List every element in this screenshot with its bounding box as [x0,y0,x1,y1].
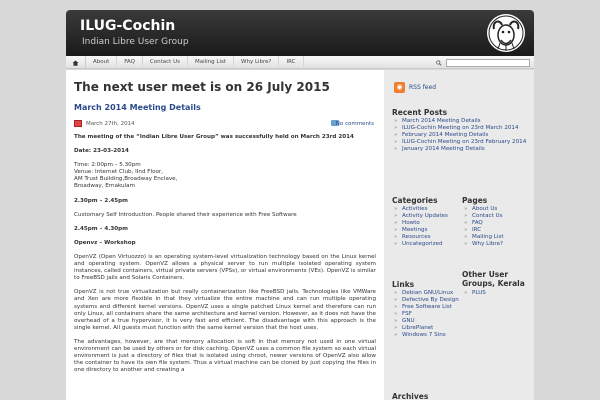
calendar-icon [74,120,82,127]
sidebar [384,70,534,400]
list-item[interactable]: » Free Software List [392,304,462,311]
list-item[interactable]: » ILUG-Cochin Meeting on 23rd February 2014 [392,139,530,146]
rss-label: RSS feed [409,84,436,91]
search-input[interactable] [446,59,530,67]
list-item[interactable]: » Mailing List [462,234,532,241]
site-header [66,10,534,56]
nav-item-mailing-list[interactable]: Mailing List [188,56,234,69]
list-item[interactable]: » FAQ [462,220,532,227]
paragraph-3: The advantages, however, are that memory allocation is soft in that memory not used in one virtual environment can be used by others or for disk caching. OpenVZ uses a common file system so each virtual environment is just a directory of files that is isolated using chroot, newer versions of OpenVZ also allow the container to have its own file system. Thus a virtual machine can be cloned by just copying the files in one directory to another and creating a [74,338,376,374]
other-groups-heading: Other User Groups, Kerala [462,270,525,288]
nav-item-irc[interactable]: IRC [279,56,303,69]
list-item[interactable]: » ILUG-Cochin Meeting on 23rd March 2014 [392,125,530,132]
post-date: March 27th, 2014 [86,121,135,127]
recent-posts-heading: Recent Posts [392,108,448,117]
list-item[interactable]: » Debian GNU/Linux [392,290,462,297]
links-heading: Links [392,280,415,289]
main-navigation [66,56,534,69]
list-item[interactable]: » Activity Updates [392,213,462,220]
nav-item-about[interactable]: About [86,56,117,69]
comments-link[interactable]: No comments [335,121,374,127]
main-content [66,70,384,400]
venue-line-2: AM Trust Building,Broadway Enclave, [74,176,178,183]
list-item[interactable]: » About Us [462,206,532,213]
recent-posts-list [392,118,530,153]
post-title[interactable]: March 2014 Meeting Details [74,103,201,112]
post-date-line: Date: 23-03-2014 [74,148,129,155]
home-icon [72,60,79,66]
site-title[interactable]: ILUG-Cochin [80,18,176,34]
slot-1-heading: 2.30pm – 2.45pm [74,197,128,204]
archives-heading: Archives [392,392,429,400]
search-icon[interactable] [436,60,442,66]
site-description: Indian Libre User Group [82,37,189,47]
post-intro: The meeting of the “Indian Libre User Group” was successfully held on March 23rd 2014 [74,134,354,140]
search-box [436,58,530,67]
post-body [74,134,376,381]
categories-list [392,206,462,248]
list-item[interactable]: » Meetings [392,227,462,234]
links-list [392,290,462,339]
list-item[interactable]: » January 2014 Meeting Details [392,146,530,153]
list-item[interactable]: » LibrePlanet [392,325,462,332]
paragraph-1: OpenVZ (Open Virtuozzo) is an operating system-level virtualization technology based on the Linux kernel and operating system. OpenVZ allows a physical server to run multiple isolated operating system instances, called containers, virtual private servers (VPSs), or virtual environments (VEs). OpenVZ is similar to FreeBSD jails and Solaris Containers. [74,253,376,282]
list-item[interactable]: » Contact Us [462,213,532,220]
list-item[interactable]: » March 2014 Meeting Details [392,118,530,125]
slot-2-heading: 2.45pm – 4.30pm [74,225,128,232]
other-groups-list [462,290,532,297]
time-line: Time: 2:00pm – 5.30pm [74,162,141,169]
list-item[interactable]: » Uncategorized [392,241,462,248]
nav-item-faq[interactable]: FAQ [117,56,143,69]
nav-item-why-libre[interactable]: Why Libre? [234,56,279,69]
slot-1-text: Customary Self Introduction. People shared their experience with Free Software [74,211,297,218]
nav-item-contact[interactable]: Contact Us [143,56,188,69]
list-item[interactable]: » Defective By Design [392,297,462,304]
post-meta [74,120,374,130]
pages-heading: Pages [462,196,488,205]
list-item[interactable]: » Resources [392,234,462,241]
list-item[interactable]: » FSF [392,311,462,318]
paragraph-2: OpenVZ is not true virtualization but really containerization like FreeBSD jails. Technologies like VMWare and Xen are more flexible in that they virtualize the entire machine and can run multiple operating systems and different kernel versions. OpenVZ uses a single patched Linux kernel and therefore can run only Linux, all containers share the same architecture and kernel version. However, as it does not have the overhead of a true hypervisor, it is very fast and efficient. The disadvantage with this approach is the single kernel. All guests must function with the same kernel version that the host uses. [74,289,376,331]
venue-line-3: Broadway, Ernakulam [74,183,136,190]
list-item[interactable]: » IRC [462,227,532,234]
page-title: The next user meet is on 26 July 2015 [74,80,330,94]
topic-heading: Openvz – Workshop [74,239,136,246]
venue-line-1: Venue: Internet Club, IInd Floor, [74,169,163,176]
list-item[interactable]: » February 2014 Meeting Details [392,132,530,139]
rss-feed-link[interactable] [394,82,436,93]
categories-heading: Categories [392,196,438,205]
list-item[interactable]: » Howto [392,220,462,227]
pages-list [462,206,532,248]
list-item[interactable]: » Windows 7 Sins [392,332,462,339]
gnu-logo-icon [486,13,526,53]
post-venue [74,162,376,190]
list-item[interactable]: » GNU [392,318,462,325]
rss-icon: ◉ [394,82,405,93]
list-item[interactable]: » Why Libre? [462,241,532,248]
nav-home[interactable] [66,56,86,69]
list-item[interactable]: » Activities [392,206,462,213]
list-item[interactable]: » PLUS [462,290,532,297]
